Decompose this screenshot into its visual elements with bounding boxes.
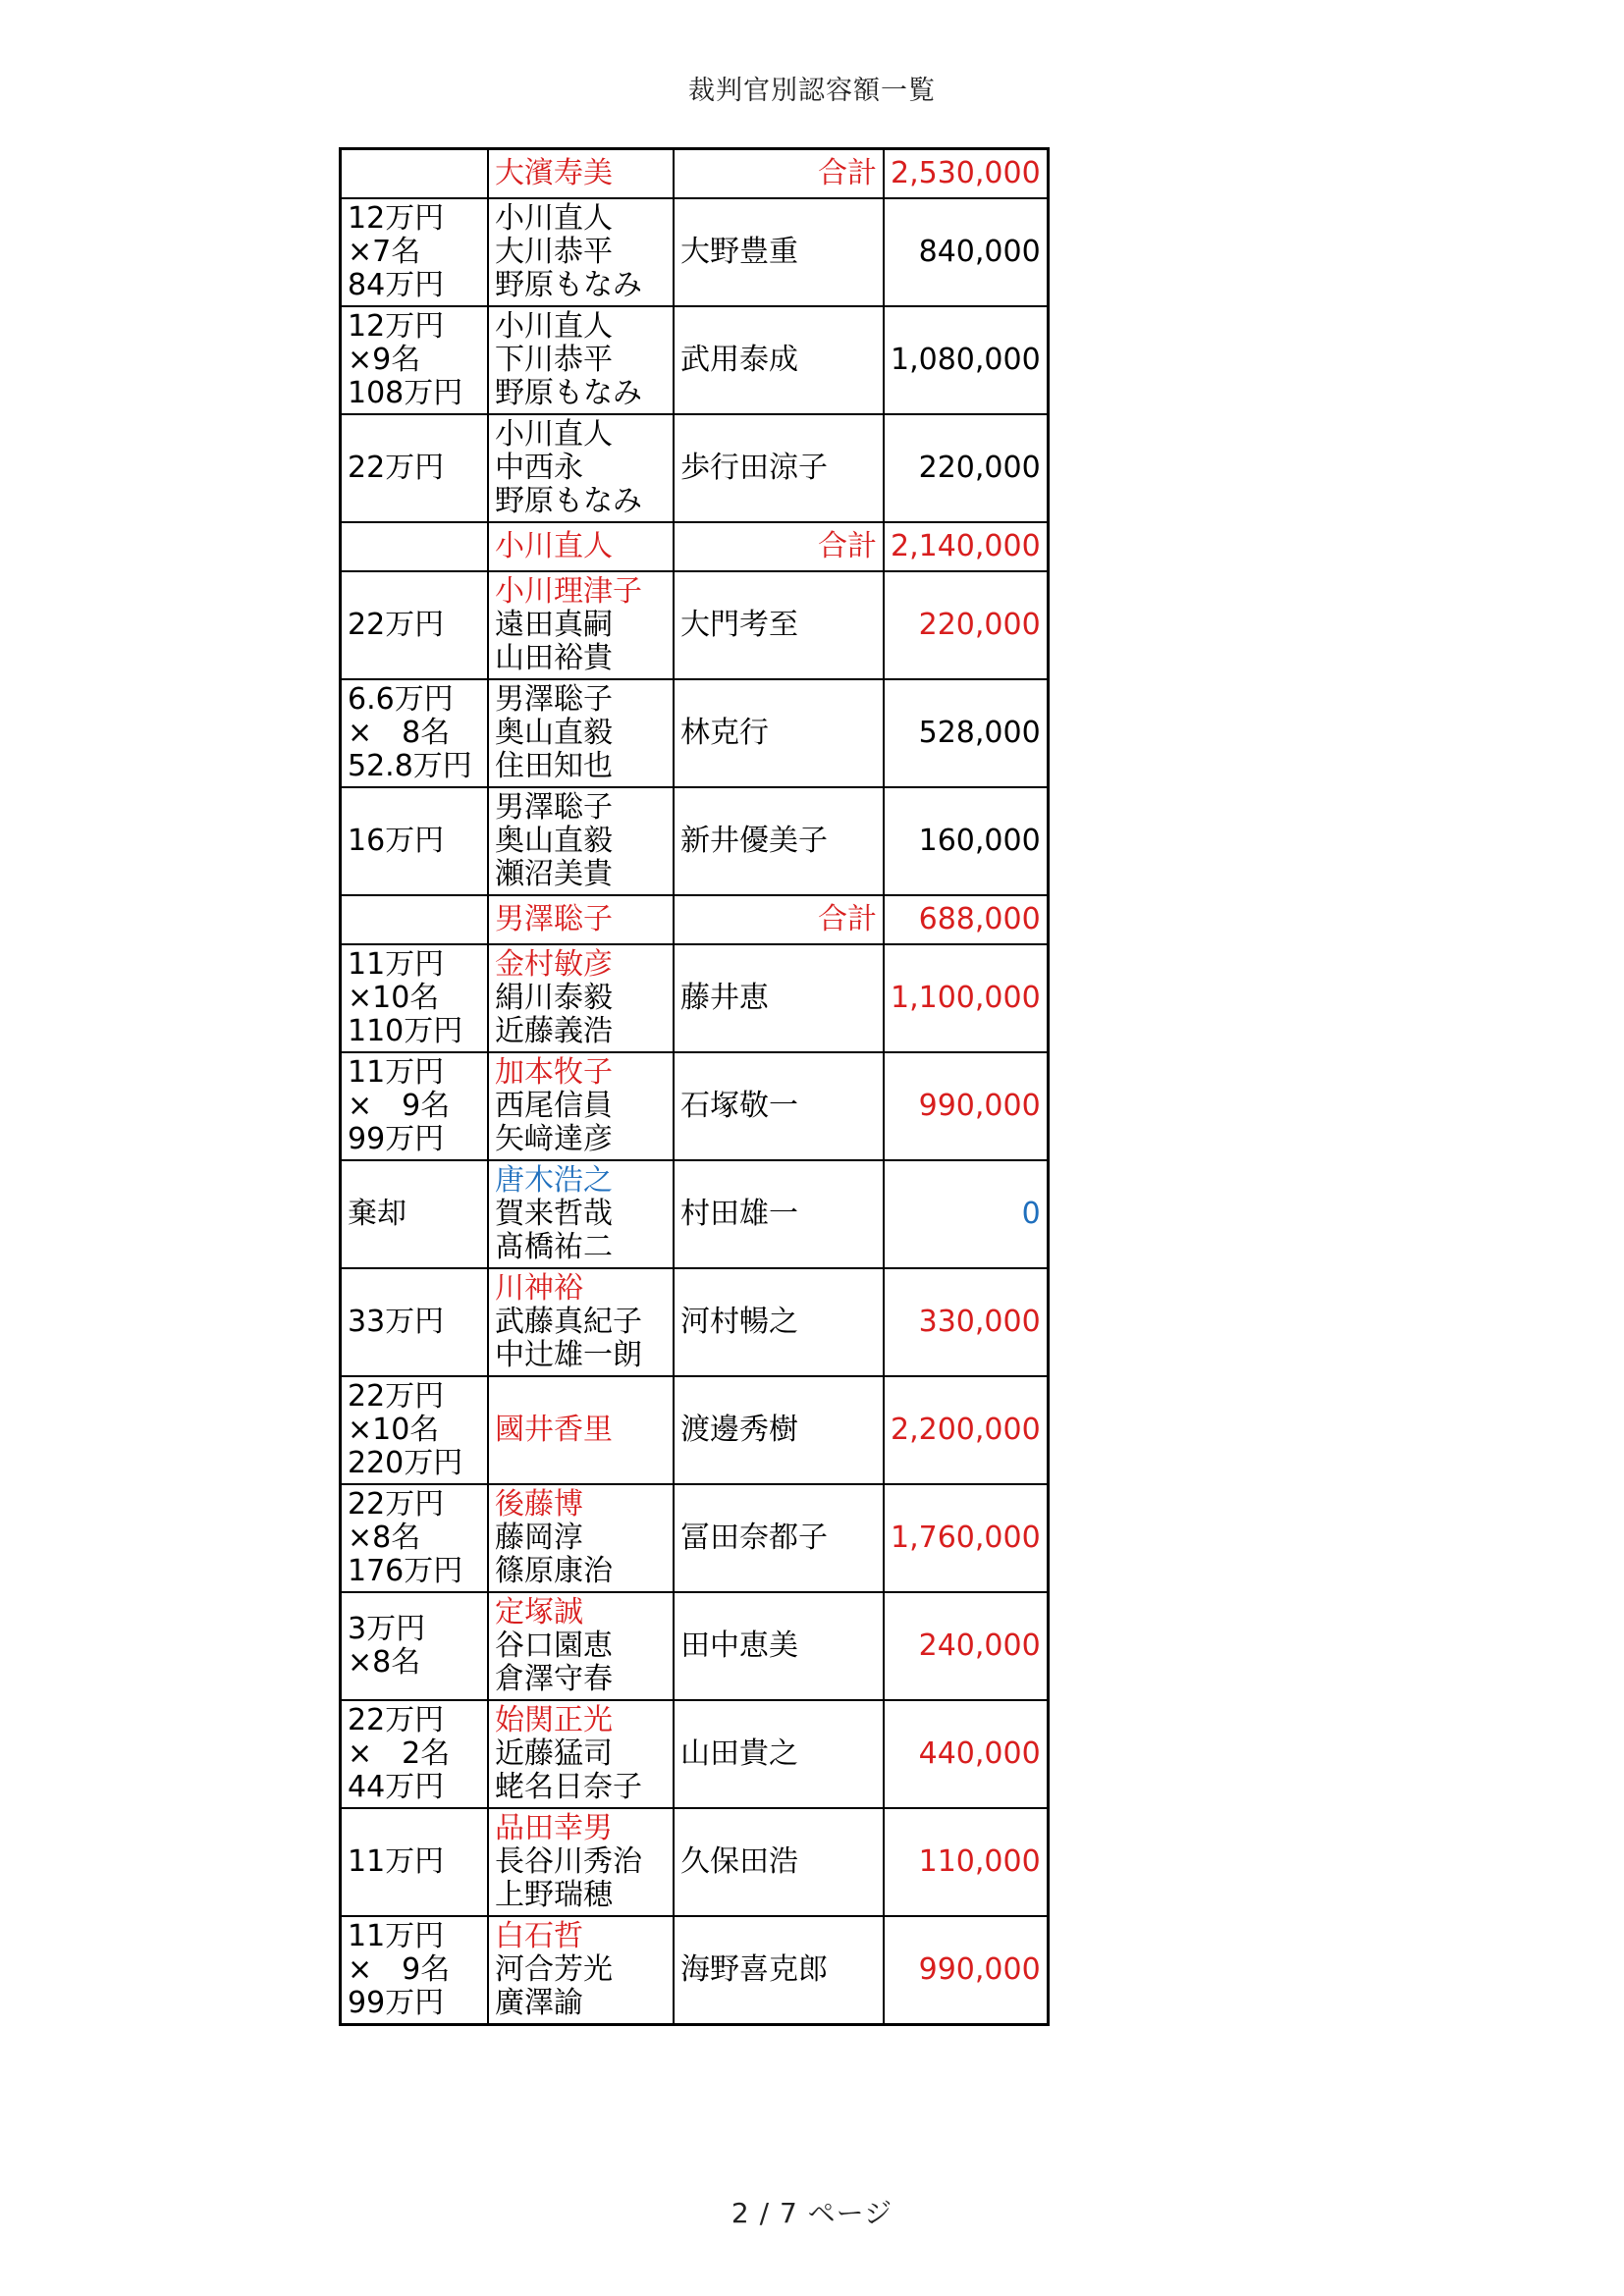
judge-name: 近藤猛司 (495, 1736, 613, 1771)
amount-line: 110万円 (348, 1014, 463, 1048)
judge-name: 小川直人 (495, 417, 613, 452)
judges-cell (488, 944, 674, 1052)
amount-cell (341, 1160, 489, 1268)
plaintiff-name: 林克行 (674, 679, 884, 787)
judges-cell (488, 1160, 674, 1268)
plaintiff-name: 河村暢之 (674, 1268, 884, 1376)
amount-line: 11万円 (348, 1055, 445, 1090)
plaintiff-name: 山田貴之 (674, 1700, 884, 1808)
amount-line: × 8名 (348, 716, 451, 750)
table-row (341, 1916, 1049, 2025)
amount-cell (341, 1916, 489, 2025)
value-cell: 220,000 (884, 414, 1048, 522)
judge-name: 武藤真紀子 (495, 1305, 642, 1339)
judge-name: 住田知也 (495, 749, 613, 783)
amount-line: ×9名 (348, 343, 421, 377)
amount-line: 220万円 (348, 1446, 463, 1480)
amount-line: ×8名 (348, 1521, 421, 1555)
amount-line: 22万円 (348, 1487, 445, 1522)
table-row (341, 1484, 1049, 1592)
total-judge-name: 小川直人 (488, 522, 674, 571)
table-row (341, 1808, 1049, 1916)
amount-cell (341, 1592, 489, 1700)
table-row (341, 306, 1049, 414)
judges-cell (488, 1376, 674, 1484)
page-number: 2 / 7 ページ (731, 2197, 893, 2229)
judge-name: 金村敏彦 (495, 947, 613, 982)
judge-name: 野原もなみ (495, 268, 642, 302)
judge-name: 男澤聡子 (495, 682, 613, 717)
judge-name: 藤岡淳 (495, 1521, 583, 1555)
amount-cell (341, 1700, 489, 1808)
value-cell: 440,000 (884, 1700, 1048, 1808)
amount-cell (341, 679, 489, 787)
amount-cell (341, 1268, 489, 1376)
table-row (341, 944, 1049, 1052)
judges-cell (488, 198, 674, 306)
amount-line: ×10名 (348, 1413, 440, 1447)
total-label: 合計 (674, 895, 884, 944)
amount-line: 22万円 (348, 608, 445, 642)
judge-name: 廣澤諭 (495, 1986, 583, 2020)
judges-cell (488, 306, 674, 414)
judges-cell (488, 1592, 674, 1700)
plaintiff-name: 渡邊秀樹 (674, 1376, 884, 1484)
plaintiff-name: 石塚敬一 (674, 1052, 884, 1160)
judges-cell (488, 1808, 674, 1916)
plaintiff-name: 村田雄一 (674, 1160, 884, 1268)
value-cell: 240,000 (884, 1592, 1048, 1700)
judges-cell (488, 679, 674, 787)
judge-name: 上野瑞穂 (495, 1878, 613, 1912)
judge-name: 山田裕貴 (495, 641, 613, 675)
amount-line: 44万円 (348, 1770, 445, 1804)
judge-name: 小川理津子 (495, 574, 642, 609)
amount-cell (341, 944, 489, 1052)
judge-name: 大川恭平 (495, 235, 613, 269)
judge-name: 中辻雄一朗 (495, 1338, 642, 1372)
judge-name: 野原もなみ (495, 376, 642, 410)
total-value: 688,000 (884, 895, 1048, 944)
amount-cell (341, 1376, 489, 1484)
judge-name: 小川直人 (495, 201, 613, 236)
value-cell: 528,000 (884, 679, 1048, 787)
amount-line: 3万円 (348, 1612, 426, 1646)
amount-cell (341, 1052, 489, 1160)
total-value: 2,140,000 (884, 522, 1048, 571)
table-row (341, 1700, 1049, 1808)
plaintiff-name: 武用泰成 (674, 306, 884, 414)
amount-cell (341, 522, 489, 571)
amount-line: 22万円 (348, 1379, 445, 1414)
judge-name: 品田幸男 (495, 1811, 613, 1845)
judge-name: 野原もなみ (495, 484, 642, 518)
plaintiff-name: 冨田奈都子 (674, 1484, 884, 1592)
amount-line: × 2名 (348, 1736, 451, 1771)
plaintiff-name: 大野豊重 (674, 198, 884, 306)
amount-line: 11万円 (348, 947, 445, 982)
judge-name: 遠田真嗣 (495, 608, 613, 642)
amount-line: 16万円 (348, 824, 445, 858)
judge-name: 下川恭平 (495, 343, 613, 377)
amount-line: 52.8万円 (348, 749, 472, 783)
judge-name: 矢﨑達彦 (495, 1122, 613, 1156)
judge-name: 後藤博 (495, 1487, 583, 1522)
judges-cell (488, 1916, 674, 2025)
total-value: 2,530,000 (884, 149, 1048, 199)
amount-line: × 9名 (348, 1952, 451, 1987)
table-row (341, 679, 1049, 787)
table-row (341, 787, 1049, 895)
page-title: 裁判官別認容額一覧 (688, 76, 936, 106)
judge-name: 賀来哲哉 (495, 1197, 613, 1231)
amount-cell (341, 198, 489, 306)
judges-cell (488, 1052, 674, 1160)
judge-name: 近藤義浩 (495, 1014, 613, 1048)
amount-line: 6.6万円 (348, 682, 454, 717)
table-row (341, 414, 1049, 522)
plaintiff-name: 歩行田涼子 (674, 414, 884, 522)
table-row (341, 1592, 1049, 1700)
judge-name: 男澤聡子 (495, 790, 613, 825)
plaintiff-name: 久保田浩 (674, 1808, 884, 1916)
amount-line: ×8名 (348, 1645, 421, 1680)
amount-line: 12万円 (348, 201, 445, 236)
value-cell: 330,000 (884, 1268, 1048, 1376)
judge-name: 唐木浩之 (495, 1163, 613, 1198)
total-judge-name: 大濱寿美 (488, 149, 674, 199)
amount-cell (341, 414, 489, 522)
plaintiff-name: 藤井恵 (674, 944, 884, 1052)
table-row (341, 198, 1049, 306)
judge-name: 谷口園恵 (495, 1629, 613, 1663)
amount-line: 99万円 (348, 1122, 445, 1156)
amount-line: 33万円 (348, 1305, 445, 1339)
amount-cell (341, 571, 489, 679)
judges-cell (488, 1268, 674, 1376)
amount-line: 176万円 (348, 1554, 463, 1588)
judge-name: 加本牧子 (495, 1055, 613, 1090)
plaintiff-name: 新井優美子 (674, 787, 884, 895)
amount-line: 99万円 (348, 1986, 445, 2020)
judge-name: 蛯名日奈子 (495, 1770, 642, 1804)
judge-name: 西尾信員 (495, 1089, 613, 1123)
judge-name: 始関正光 (495, 1703, 613, 1737)
judge-name: 國井香里 (495, 1413, 613, 1447)
amount-line: 11万円 (348, 1844, 445, 1879)
judge-name: 定塚誠 (495, 1595, 583, 1629)
value-cell: 0 (884, 1160, 1048, 1268)
total-row (341, 522, 1049, 571)
amount-line: 22万円 (348, 451, 445, 485)
judge-name: 川神裕 (495, 1271, 583, 1306)
judge-name: 絹川泰毅 (495, 981, 613, 1015)
value-cell: 1,100,000 (884, 944, 1048, 1052)
total-row (341, 895, 1049, 944)
table-row (341, 1160, 1049, 1268)
amount-line: 84万円 (348, 268, 445, 302)
table-row (341, 571, 1049, 679)
amount-line: × 9名 (348, 1089, 451, 1123)
plaintiff-name: 大門考至 (674, 571, 884, 679)
amount-line: ×10名 (348, 981, 440, 1015)
amount-line: 12万円 (348, 309, 445, 344)
judge-name: 白石哲 (495, 1919, 583, 1953)
amount-cell (341, 787, 489, 895)
judge-name: 河合芳光 (495, 1952, 613, 1987)
amount-cell (341, 1808, 489, 1916)
amount-cell (341, 149, 489, 199)
amount-cell (341, 306, 489, 414)
table-row (341, 1052, 1049, 1160)
value-cell: 2,200,000 (884, 1376, 1048, 1484)
plaintiff-name: 海野喜克郎 (674, 1916, 884, 2025)
judge-name: 小川直人 (495, 309, 613, 344)
judge-name: 奥山直毅 (495, 716, 613, 750)
judges-cell (488, 1484, 674, 1592)
amount-line: 11万円 (348, 1919, 445, 1953)
value-cell: 160,000 (884, 787, 1048, 895)
amount-cell (341, 1484, 489, 1592)
value-cell: 990,000 (884, 1052, 1048, 1160)
amount-line: 棄却 (348, 1197, 406, 1231)
judge-amount-table (339, 147, 1050, 2026)
judge-name: 髙橋祐二 (495, 1230, 613, 1264)
table-row (341, 1268, 1049, 1376)
judge-name: 中西永 (495, 451, 583, 485)
value-cell: 110,000 (884, 1808, 1048, 1916)
judge-name: 長谷川秀治 (495, 1844, 642, 1879)
amount-line: 108万円 (348, 376, 463, 410)
value-cell: 1,080,000 (884, 306, 1048, 414)
value-cell: 840,000 (884, 198, 1048, 306)
judges-cell (488, 787, 674, 895)
judge-name: 篠原康治 (495, 1554, 613, 1588)
total-row (341, 149, 1049, 199)
judges-cell (488, 1700, 674, 1808)
judge-name: 瀬沼美貴 (495, 857, 613, 891)
plaintiff-name: 田中恵美 (674, 1592, 884, 1700)
judge-name: 奥山直毅 (495, 824, 613, 858)
amount-line: ×7名 (348, 235, 421, 269)
amount-line: 22万円 (348, 1703, 445, 1737)
amount-cell (341, 895, 489, 944)
value-cell: 220,000 (884, 571, 1048, 679)
total-judge-name: 男澤聡子 (488, 895, 674, 944)
value-cell: 1,760,000 (884, 1484, 1048, 1592)
judges-cell (488, 571, 674, 679)
total-label: 合計 (674, 149, 884, 199)
judge-name: 倉澤守春 (495, 1662, 613, 1696)
total-label: 合計 (674, 522, 884, 571)
table-row (341, 1376, 1049, 1484)
judges-cell (488, 414, 674, 522)
value-cell: 990,000 (884, 1916, 1048, 2025)
